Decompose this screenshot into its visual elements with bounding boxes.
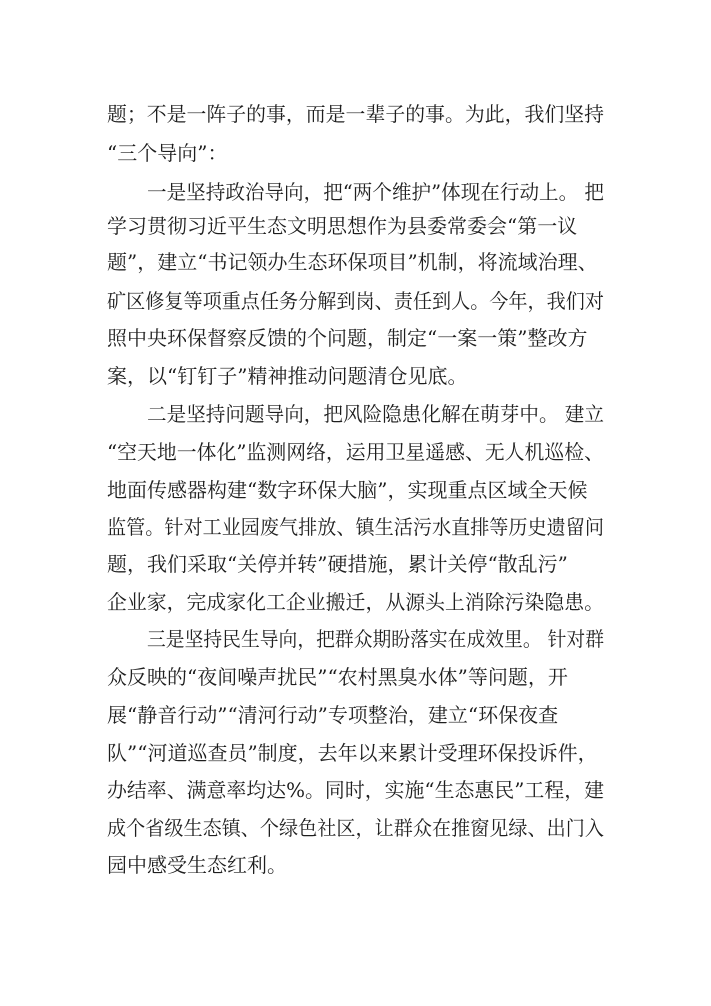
text-line-12: 监管。针对工业园废气排放、镇生活污水直排等历史遗留问 xyxy=(107,515,604,539)
text-line-19: 办结率、满意率均达%。同时，实施“生态惠民”工程，建 xyxy=(107,778,604,802)
text-line-9: 二是坚持问题导向，把风险隐患化解在萌芽中。 建立 xyxy=(147,402,604,426)
text-line-7: 照中央环保督察反馈的个问题，制定“一案一策”整改方 xyxy=(107,326,588,350)
text-line-4: 学习贯彻习近平生态文明思想作为县委常委会“第一议 xyxy=(107,214,578,238)
text-line-8: 案，以“钉钉子”精神推动问题清仓见底。 xyxy=(107,364,468,388)
text-line-5: 题”，建立“书记领办生态环保项目”机制，将流域治理、 xyxy=(107,250,598,274)
text-line-1: 题；不是一阵子的事，而是一辈子的事。为此，我们坚持 xyxy=(107,102,604,126)
text-line-21: 园中感受生态红利。 xyxy=(107,853,287,877)
text-line-15: 三是坚持民生导向，把群众期盼落实在成效里。 针对群 xyxy=(147,627,604,651)
text-line-13: 题，我们采取“关停并转”硬措施，累计关停“散乱污” xyxy=(107,552,568,576)
text-line-14: 企业家，完成家化工企业搬迁，从源头上消除污染隐患。 xyxy=(107,590,604,614)
text-line-20: 成个省级生态镇、个绿色社区，让群众在推窗见绿、出门入 xyxy=(107,816,604,840)
text-line-18: 队”“河道巡查员”制度，去年以来累计受理环保投诉件， xyxy=(107,741,598,765)
text-line-17: 展“静音行动”“清河行动”专项整治，建立“环保夜查 xyxy=(107,703,559,727)
text-line-3: 一是坚持政治导向，把“两个维护”体现在行动上。 把 xyxy=(147,180,604,204)
text-line-11: 地面传感器构建“数字环保大脑”，实现重点区域全天候 xyxy=(107,478,588,502)
text-line-10: “空天地一体化”监测网络，运用卫星遥感、无人机巡检、 xyxy=(107,440,604,464)
text-line-2: “三个导向”： xyxy=(107,141,228,165)
text-line-16: 众反映的“夜间噪声扰民”“农村黑臭水体”等问题，开 xyxy=(107,665,568,689)
text-line-6: 矿区修复等项重点任务分解到岗、责任到人。今年，我们对 xyxy=(107,289,604,313)
